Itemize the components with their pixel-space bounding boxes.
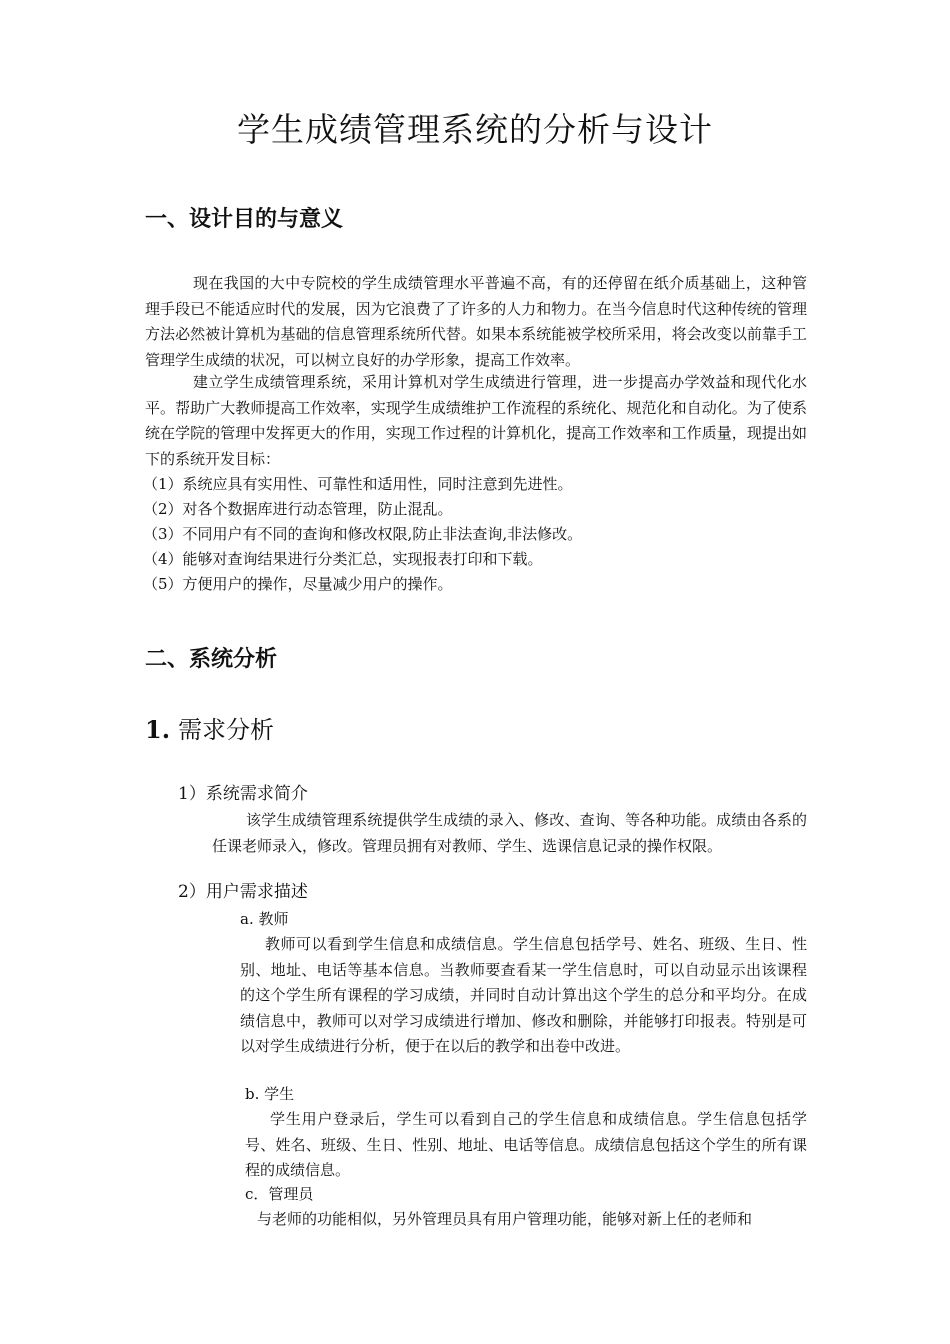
subsection-number: 1. bbox=[145, 715, 171, 744]
document-title: 学生成绩管理系统的分析与设计 bbox=[237, 110, 713, 149]
role-student-label: b. 学生 bbox=[245, 1085, 295, 1103]
role-student-text: 学生用户登录后，学生可以看到自己的学生信息和成绩信息。学生信息包括学号、姓名、班级、生日、性别、地址、电话等信息。成绩信息包括这个学生的所有课程的成绩信息。 bbox=[245, 1110, 807, 1180]
subsection-title: 需求分析 bbox=[178, 716, 275, 744]
section-1-paragraph-1: 现在我国的大中专院校的学生成绩管理水平普遍不高，有的还停留在纸介质基础上，这种管理手段已不能适应时代的发展，因为它浪费了了许多的人力和物力。在当今信息时代这种传统的管理方法必然被计算机为基础的信息管理系统所代替。如果本系统能被学校所采用，将会改变以前靠手工管理学生成绩的状况，可以树立良好的办学形象，提高工作效率。 bbox=[145, 274, 807, 369]
section-2-heading: 二、系统分析 bbox=[145, 647, 278, 672]
item-1-text: 该学生成绩管理系统提供学生成绩的录入、修改、查询、等各种功能。成绩由各系的任课老师录入，修改。管理员拥有对教师、学生、选课信息记录的操作权限。 bbox=[212, 811, 807, 855]
subsection-heading bbox=[145, 714, 274, 746]
item-2-heading: 2）用户需求描述 bbox=[178, 882, 308, 902]
section-1-heading: 一、设计目的与意义 bbox=[145, 207, 344, 232]
item-1-heading: 1）系统需求简介 bbox=[178, 784, 308, 804]
goal-item: （2）对各个数据库进行动态管理，防止混乱。 bbox=[143, 500, 453, 518]
goal-item: （1）系统应具有实用性、可靠性和适用性，同时注意到先进性。 bbox=[143, 475, 573, 493]
section-1-paragraph-2: 建立学生成绩管理系统，采用计算机对学生成绩进行管理，进一步提高办学效益和现代化水平。帮助广大教师提高工作效率，实现学生成绩维护工作流程的系统化、规范化和自动化。为了使系统在学院的管理中发挥更大的作用，实现工作过程的计算机化，提高工作效率和工作质量，现提出如下的系统开发目标： bbox=[145, 373, 807, 468]
role-admin-text: 与老师的功能相似，另外管理员具有用户管理功能，能够对新上任的老师和 bbox=[257, 1210, 753, 1228]
goal-item: （3）不同用户有不同的查询和修改权限,防止非法查询,非法修改。 bbox=[143, 525, 583, 543]
role-teacher-text: 教师可以看到学生信息和成绩信息。学生信息包括学号、姓名、班级、生日、性别、地址、电话等基本信息。当教师要查看某一学生信息时，可以自动显示出该课程的这个学生所有课程的学习成绩，并同时自动计算出这个学生的总分和平均分。在成绩信息中，教师可以对学习成绩进行增加、修改和删除，并能够打印报表。特别是可以对学生成绩进行分析，便于在以后的教学和出卷中改进。 bbox=[240, 935, 807, 1056]
role-admin-label: c．管理员 bbox=[245, 1185, 314, 1203]
role-teacher-label: a. 教师 bbox=[240, 910, 289, 928]
goal-item: （4）能够对查询结果进行分类汇总，实现报表打印和下载。 bbox=[143, 550, 543, 568]
goal-item: （5）方便用户的操作，尽量减少用户的操作。 bbox=[143, 575, 453, 593]
